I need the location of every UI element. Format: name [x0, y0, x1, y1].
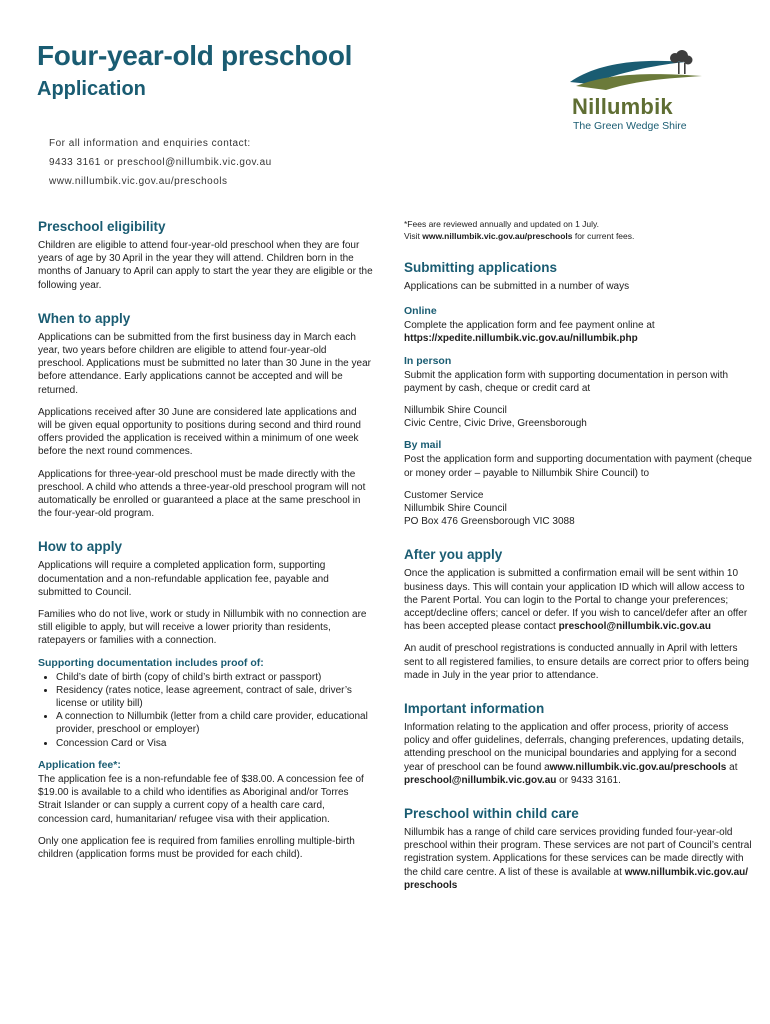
when-heading: When to apply [38, 310, 131, 326]
childcare-heading: Preschool within child care [404, 806, 579, 822]
childcare-link[interactable]: www.nillumbik.vic.gov.au/ preschools [404, 866, 749, 891]
list-item: • A connection to Nillumbik (letter from a child care provider, educational provider, preschool or employer) [56, 710, 373, 736]
fees-note [404, 218, 752, 242]
after-email-link[interactable]: preschool@nillumbik.vic.gov.au [558, 621, 711, 633]
person-heading: In person [404, 354, 452, 367]
fee-heading: Application fee*: [38, 758, 121, 771]
fee-paragraph-2: Only one application fee is required from families enrolling multiple-birth children (application forms must be provided for each child). [38, 835, 355, 860]
mail-address: Customer Service Nillumbik Shire Council PO Box 476 Greensborough VIC 3088 [404, 489, 575, 528]
logo-tagline: The Green Wedge Shire [573, 120, 687, 132]
submitting-intro: Applications can be submitted in a number of ways [404, 281, 630, 292]
how-paragraph-2: Families who do not live, work or study in Nillumbik with no connection are still eligible to apply, but will receive a lower priority than residents, ratepayers or families with a connection. [38, 609, 367, 647]
childcare-text: Nillumbik has a range of child care services providing funded four-year-old preschool within their program. These services are not part of Council’s central registration system. Applications for these services can be made directly with the child care centre. A list of these is available at www.nillumbik.vic.gov.au/ preschools [404, 827, 752, 891]
online-text: Complete the application form and fee payment online at https://xpedite.nillumbik.vic.gov.au/nillumbik.php [404, 320, 655, 345]
mail-text: Post the application form and supporting documentation with payment (cheque or money order – payable to Nillumbik Shire Council) to [404, 454, 752, 479]
list-item: • Concession Card or Visa [56, 737, 373, 750]
fees-note-line-2: Visit www.nillumbik.vic.gov.au/preschools for current fees. [404, 231, 635, 241]
nillumbik-logo [566, 50, 708, 134]
fee-paragraph-1: The application fee is a non-refundable fee of $38.00. A concession fee of $19.00 is available to a child who identifies as Aboriginal and/or Torres Strait Islander or can supply a current copy of a health care card, concession card, humanitarian/ refugee visa with their application. [38, 773, 364, 825]
contact-website: www.nillumbik.vic.gov.au/preschools [49, 176, 228, 187]
eligibility-heading: Preschool eligibility [38, 219, 166, 234]
docs-heading: Supporting documentation includes proof of: [38, 656, 264, 669]
when-paragraph-2: Applications received after 30 June are considered late applications and will be given equal opportunity to positions during second and third round offers provided the application is received within a minimum of one week before the next round commences. [38, 406, 361, 458]
online-heading: Online [404, 305, 437, 318]
submitting-heading: Submitting applications [404, 260, 558, 275]
how-paragraph-1: Applications will require a completed application form, supporting documentation and a non-refundable application fee, payable and submitted to Council. [38, 560, 329, 598]
important-text: Information relating to the application and offer process, priority of access policy and offer guidelines, deferrals, changing preferences, updating details, attending preschool on the municipal boundaries and applying for a second year of preschool can be found awww.nillumbik.vic.gov.au/preschools at preschool@nillumbik.vic.gov.au or 9433 3161. [404, 722, 745, 786]
contact-phone-email: 9433 3161 or preschool@nillumbik.vic.gov.au [49, 157, 272, 168]
eligibility-text: Children are eligible to attend four-year-old preschool when they are four years of age by 30 April in the year they will attend. Children born in the months of January to April can apply to start the year they are eligible or the following year. [38, 240, 373, 291]
when-paragraph-1: Applications can be submitted from the first business day in March each year, two years before children are eligible to attend four-year-old preschool. Applications must be submitted no later than 30 June in the year before attendance. Early applications cannot be accepted and will be returned. [38, 331, 371, 396]
important-email-link[interactable]: preschool@nillumbik.vic.gov.au [404, 774, 557, 786]
left-column [38, 219, 373, 870]
important-web-link[interactable]: www.nillumbik.vic.gov.au/preschools [549, 761, 727, 773]
how-heading: How to apply [38, 539, 122, 555]
after-heading: After you apply [404, 547, 503, 563]
person-text: Submit the application form with supporting documentation in person with payment by cash, cheque or credit card at [404, 369, 729, 394]
online-link[interactable]: https://xpedite.nillumbik.vic.gov.au/nillumbik.php [404, 333, 638, 345]
logo-name: Nillumbik [572, 94, 673, 119]
landscape-trees-icon [566, 50, 708, 94]
after-paragraph-1: Once the application is submitted a confirmation email will be sent within 10 business days. This will contain your application ID which will allow access to the Parent Portal. You can login to the Portal to change your preferences; accept/decline offers; cancel or defer. If you wish to cancel/defer after an offer has been accepted please contact preschool@nillumbik.vic.gov.au [404, 568, 748, 633]
contact-label: For all information and enquiries contact: [49, 138, 251, 149]
right-column [404, 219, 752, 901]
mail-heading: By mail [404, 439, 442, 452]
page-title: Four-year-old preschool [37, 40, 353, 71]
docs-list [38, 671, 373, 750]
list-item: • Residency (rates notice, lease agreement, contract of sale, driver’s license or utility bill) [56, 684, 373, 710]
when-paragraph-3: Applications for three-year-old preschool must be made directly with the preschool. A child who attends a three-year-old preschool program will not automatically be enrolled or guaranteed a place at the same preschool in the four-year-old program. [38, 468, 366, 520]
list-item: • Child’s date of birth (copy of child’s birth extract or passport) [56, 671, 373, 684]
fees-link[interactable]: www.nillumbik.vic.gov.au/preschools [422, 231, 573, 241]
page-subtitle: Application [37, 78, 146, 100]
person-address: Nillumbik Shire Council Civic Centre, Civic Drive, Greensborough [404, 405, 587, 430]
important-heading: Important information [404, 701, 545, 717]
after-paragraph-2: An audit of preschool registrations is conducted annually in April with letters sent to all registered families, to ensure details are correct prior to offers being made in July in the year prior to attendance. [404, 643, 749, 681]
fees-note-line-1: *Fees are reviewed annually and updated on 1 July. [404, 219, 599, 229]
contact-block [49, 138, 272, 195]
